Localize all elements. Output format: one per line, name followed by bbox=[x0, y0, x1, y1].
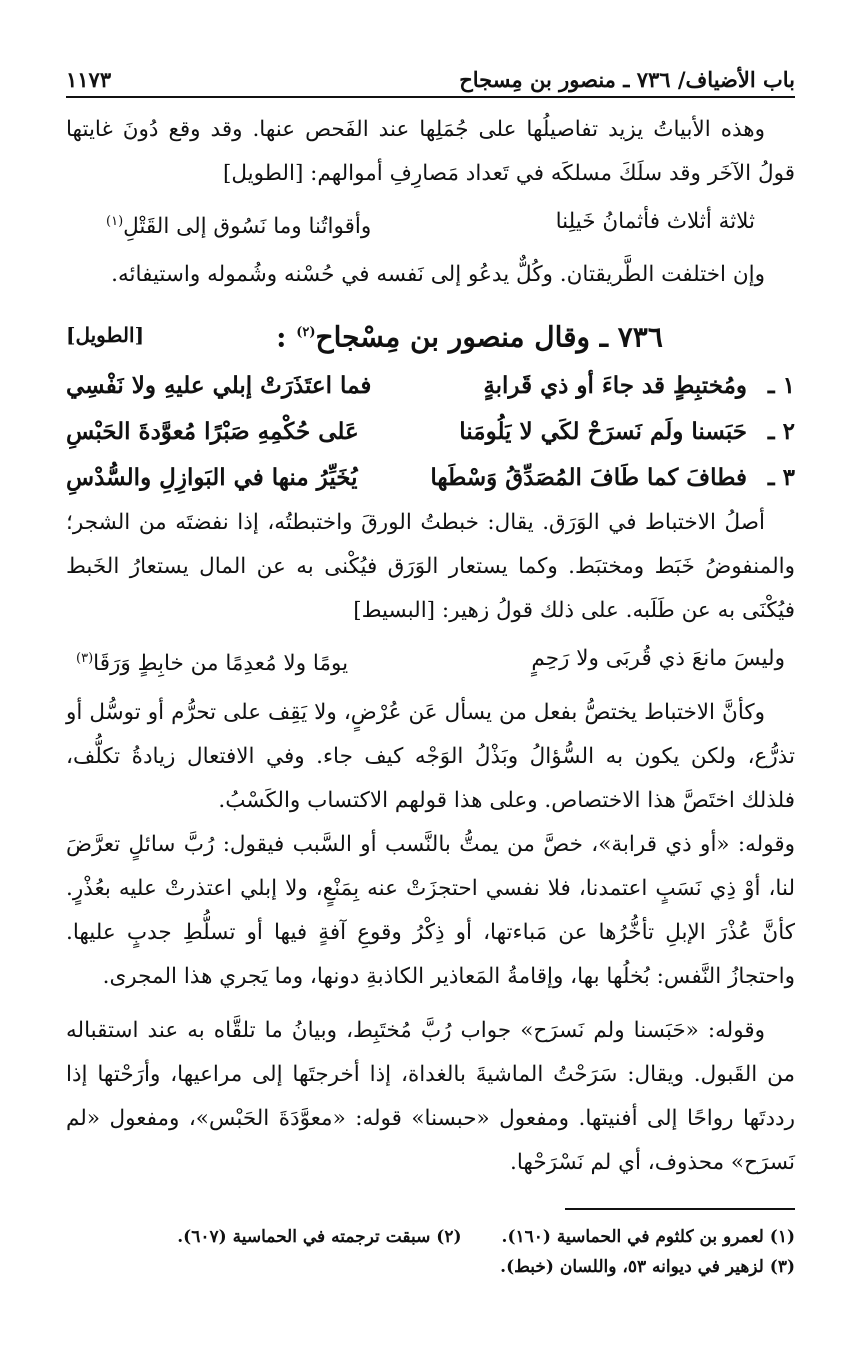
footnote-1: (١) لعمرو بن كلثوم في الحماسية (١٦٠). bbox=[501, 1227, 795, 1247]
verse-hemistich-2: يومًا ولا مُعدِمًا من خابِطٍ وَرَقَا$^{(٣)}$ bbox=[76, 651, 349, 677]
commentary-paragraph-2: وكأنَّ الاختباط يختصُّ بفعل من يسأل عَن عُرْضٍ، ولا يَقِف على تحرُّم أو توسُّل أو تذرُّع، ولكن يكون به السُّؤالُ وبَذْلُ الوَجْه كيف جاء. وفي الافتعال زيادةُ تكلُّف، فلذلك اختَصَّ هذا الاختصاص. وعلى هذا قولهم الاكتساب والكَسْبُ. bbox=[66, 699, 795, 813]
footnote-ref-3: (٣) bbox=[76, 651, 94, 667]
page-number: ١١٧٣ bbox=[66, 67, 112, 92]
first-hemistich: فطافَ كما طَافَ المُصَدِّقُ وَسْطَها bbox=[430, 464, 747, 492]
line-number: ٣ ـ bbox=[767, 464, 795, 492]
first-hemistich: ومُختبِطٍ قد جاءَ أو ذي قَرابةٍ bbox=[483, 372, 747, 400]
verse-hemistich-1: وليسَ مانعَ ذي قُربَى ولا رَحِمٍ bbox=[531, 646, 785, 672]
intro-paragraph-1: وهذه الأبياتُ يزيد تفاصيلُها على جُمَلِها عند الفَحص عنها. وقد وقع دُونَ غايتها قولُ الآخَر وقد سلَكَ مسلكَه في تَعداد مَصارِفِ أموالهم: [الطويل] bbox=[66, 117, 795, 186]
footnote-2: (٢) سبقت ترجمته في الحماسية (٦٠٧). bbox=[177, 1227, 462, 1247]
poem-line bbox=[66, 409, 795, 455]
section-heading bbox=[66, 311, 795, 359]
running-header bbox=[66, 58, 795, 98]
commentary-paragraph-4: وقوله: «حَبَسنا ولم نَسرَح» جواب رُبَّ مُختَبِط، وبيانُ ما تلقَّاه به عند استقباله من القَبول. ويقال: سَرَحْتُ الماشيةَ بالغداة، إذا أخرجتَها إلى مراعيها، وأرَحْتها إذا رددتَها رواحًا إلى أفنيتها. ومفعول «حبسنا» قوله: «معوَّدَةَ الحَبْس»، ومفعول «لم نَسرَح» محذوف، أي لم نَسْرَحْها. bbox=[66, 1017, 795, 1175]
second-hemistich: فما اعتَذَرَتْ إبلي عليهِ ولا نَفْسِي bbox=[66, 372, 372, 400]
poem-line bbox=[66, 363, 795, 409]
footnote-divider bbox=[565, 1208, 795, 1210]
poem bbox=[66, 363, 795, 501]
intro-paragraph-2: وإن اختلفت الطَّريقتان. وكُلٌّ يدعُو إلى نَفسه في حُسْنه وشُموله واستيفائه. bbox=[111, 262, 765, 288]
footnote-ref-2: (٢) bbox=[296, 325, 316, 341]
verse-hemistich-1: ثلاثة أثلاث فأثمانُ خَيلِنا bbox=[555, 209, 755, 234]
meter-label: [الطويل] bbox=[66, 323, 145, 348]
footnote-ref-1: (١) bbox=[106, 214, 124, 229]
poem-line bbox=[66, 455, 795, 501]
footnotes bbox=[66, 1208, 795, 1282]
first-hemistich: حَبَسنا ولَم نَسرَحْ لكَي لا يَلُومَنا bbox=[459, 418, 747, 446]
second-hemistich: يُخَيِّرُ منها في البَوازِلِ والسُّدْسِ bbox=[66, 464, 358, 492]
quoted-verse-1 bbox=[66, 200, 795, 249]
second-hemistich: عَلى حُكْمِهِ صَبْرًا مُعوَّدةَ الحَبْسِ bbox=[66, 418, 359, 446]
footnote-row bbox=[66, 1252, 795, 1282]
quoted-verse-2 bbox=[66, 637, 795, 686]
line-number: ٢ ـ bbox=[767, 418, 795, 446]
line-number: ١ ـ bbox=[767, 372, 795, 400]
commentary-paragraph-1: أصلُ الاختباط في الوَرَق. يقال: خبطتُ الورقَ واختبطتُه، إذا نفضتَه من الشجر؛ والمنفوضُ خَبَط ومختبَط. وكما يستعار الوَرَق فيُكْنى به عن المال يستعارُ الخَبط فيُكْنَى به عن طَلَبه. على ذلك قولُ زهير: [البسيط] bbox=[66, 510, 795, 624]
footnote-row bbox=[66, 1222, 795, 1252]
footnote-3: (٣) لزهير في ديوانه ٥٣، واللسان (خبط). bbox=[500, 1257, 795, 1277]
verse-hemistich-2: وأقواتُنا وما نَسُوق إلى القَتْلِ$^{(١)}$ bbox=[106, 214, 372, 240]
page-body bbox=[66, 108, 795, 1185]
commentary-paragraph-3: وقوله: «أو ذي قرابة»، خصَّ من يمتُّ بالنَّسب أو السَّبب فيقول: رُبَّ سائلٍ تعرَّضَ لنا، أوْ ذِي نَسَبٍ اعتمدنا، فلا نفسي احتجزَتْ عنه بِمَنْعٍ، ولا إبلي اعتذرتْ عليه بعُذْرٍ. كأنَّ عُذْرَ الإبلِ تأخُّرُها عن مَباءتها، أو ذِكْرُ وقوعِ آفةٍ فيها أو تسلُّطِ جدبٍ عليها. واحتجازُ النَّفس: بُخلُها بها، وإقامةُ المَعاذير الكاذبةِ دونها، وما يَجري هذا المجرى. bbox=[66, 831, 795, 989]
header-title: باب الأضياف/ ٧٣٦ ـ منصور بن مِسجاح bbox=[459, 67, 795, 92]
section-title: ٧٣٦ ـ وقال منصور بن مِسْجاح$^{(٢)}$ : bbox=[276, 320, 663, 354]
